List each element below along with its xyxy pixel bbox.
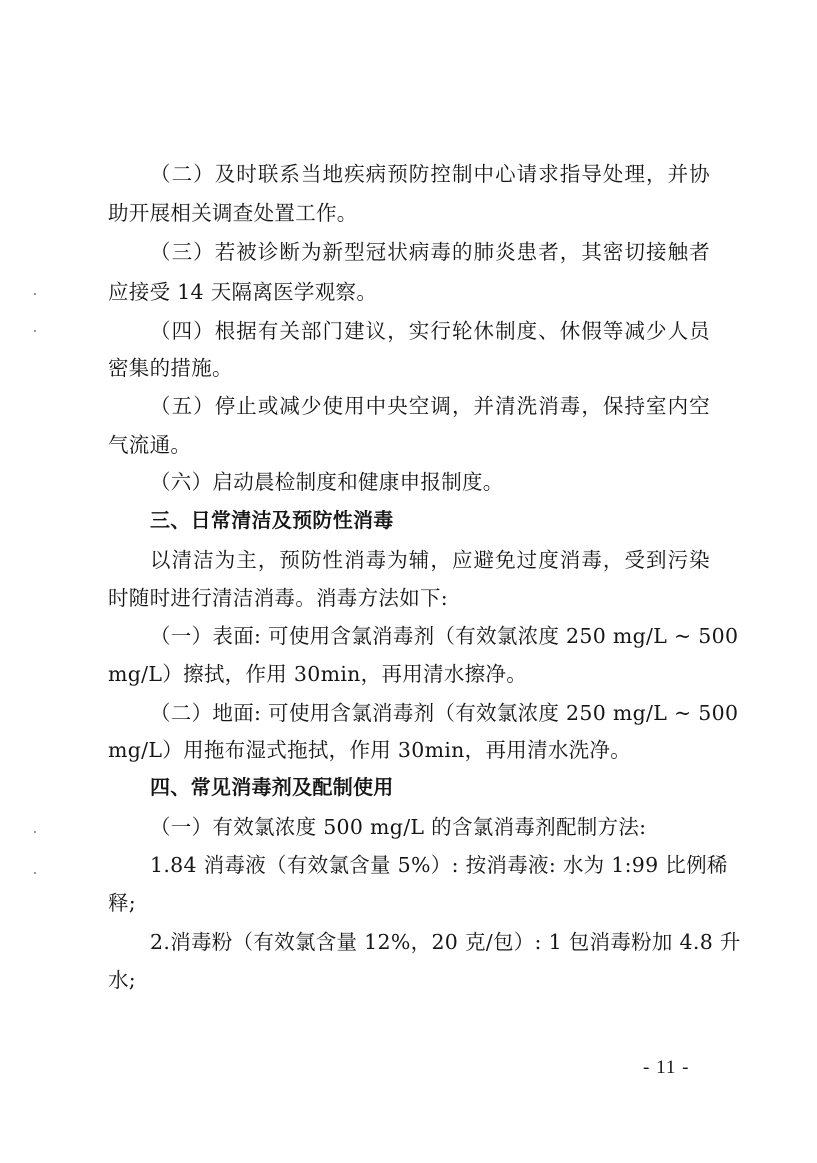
paragraph-line: （四）根据有关部门建议，实行轮休制度、休假等减少人员 — [150, 319, 710, 343]
paragraph-line: 助开展相关调查处置工作。 — [108, 201, 358, 225]
paragraph-line: （一）表面: 可使用含氯消毒剂（有效氯浓度 250 mg/L ~ 500 — [150, 624, 739, 648]
margin-mark — [34, 831, 36, 833]
paragraph-line: 气流通。 — [108, 433, 192, 457]
paragraph-line: 应接受 14 天隔离医学观察。 — [108, 280, 378, 304]
margin-mark — [34, 872, 36, 874]
margin-mark — [34, 330, 36, 332]
margin-mark — [34, 293, 36, 295]
paragraph-line: 1.84 消毒液（有效氯含量 5%）: 按消毒液: 水为 1:99 比例稀 — [150, 853, 728, 877]
section-heading: 四、常见消毒剂及配制使用 — [150, 775, 394, 799]
section-heading: 三、日常清洁及预防性消毒 — [150, 508, 394, 532]
paragraph-line: 水; — [108, 968, 137, 992]
paragraph-line: （六）启动晨检制度和健康申报制度。 — [150, 470, 504, 494]
paragraph-line: mg/L）擦拭，作用 30min，再用清水擦净。 — [108, 662, 528, 686]
paragraph-line: （五）停止或减少使用中央空调，并清洗消毒，保持室内空 — [150, 394, 710, 418]
paragraph-line: 释; — [108, 891, 137, 915]
paragraph-line: 时随时进行清洁消毒。消毒方法如下: — [108, 586, 449, 610]
paragraph-line: 以清洁为主，预防性消毒为辅，应避免过度消毒，受到污染 — [150, 548, 710, 572]
paragraph-line: 2.消毒粉（有效氯含量 12%，20 克/包）: 1 包消毒粉加 4.8 升 — [150, 930, 741, 954]
paragraph-line: （二）地面: 可使用含氯消毒剂（有效氯浓度 250 mg/L ~ 500 — [150, 701, 739, 725]
page-number: - 11 - — [643, 1057, 690, 1078]
paragraph-line: 密集的措施。 — [108, 356, 233, 380]
paragraph-line: mg/L）用拖布湿式拖拭，作用 30min，再用清水洗净。 — [108, 738, 632, 762]
paragraph-line: （三）若被诊断为新型冠状病毒的肺炎患者，其密切接触者 — [150, 240, 710, 264]
paragraph-line: （一）有效氯浓度 500 mg/L 的含氯消毒剂配制方法: — [150, 815, 647, 839]
paragraph-line: （二）及时联系当地疾病预防控制中心请求指导处理，并协 — [150, 162, 710, 186]
